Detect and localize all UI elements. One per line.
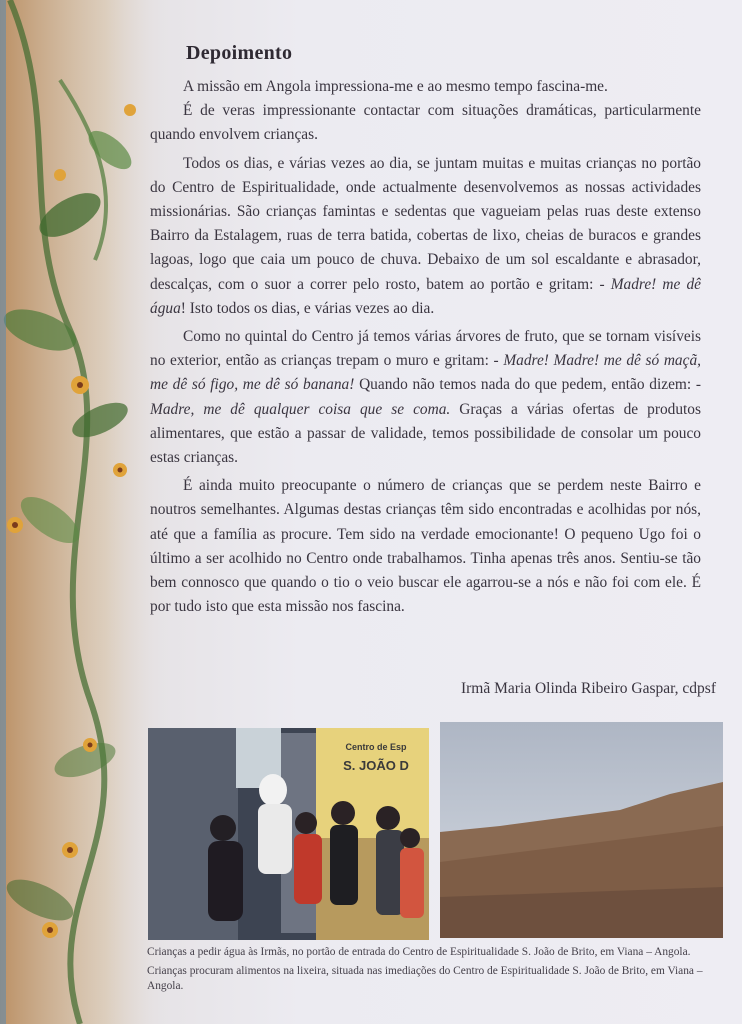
article-paragraph [150,99,701,147]
article-body [150,75,701,619]
paragraph-text: Todos os dias, e várias vezes ao dia, se juntam muitas e muitas crianças no portão do Centro de Espiritualidade, onde actualmente desenvolvemos as nossas actividades missionárias. São crianças famintas e sedentas que vagueiam pelas ruas deste extenso Bairro da Estalagem, ruas de terra batida, cobertas de lixo, cheias de buracos e grandes lagoas, logo que caia um pouco de chuva. Debaixo de um sol escaldante e abrasador, descalças, com o suor a correr pelo rosto, batem ao portão e gritam: - [150,154,701,293]
author-signature: Irmã Maria Olinda Ribeiro Gaspar, cdpsf [460,680,716,697]
gate-sign-line2: S. JOÃO D [343,758,409,773]
photo-children-at-dump [440,722,723,938]
article-paragraph [150,152,701,321]
page-edge-stripe [0,0,6,1024]
paragraph-text: ! Isto todos os dias, e várias vezes ao dia. [180,299,435,317]
article-paragraph [150,75,701,99]
quoted-speech: Madre, me dê qualquer coisa que se coma. [150,400,451,418]
paragraph-text: Como no quintal do Centro já temos várias árvores de fruto, que se tornam visíveis no exterior, então as crianças trepam o muro e gritam: - [150,328,701,370]
quoted-speech: Madre! Madre! me dê só maçã, me dê só figo, me dê só banana! [150,352,702,394]
caption-right-photo: Crianças procuram alimentos na lixeira, situada nas imediações do Centro de Espiritualidade S. João de Brito, em Viana – Angola. [147,964,703,992]
caption-left-photo: Crianças a pedir água às Irmãs, no portão de entrada do Centro de Espiritualidade S. João de Brito, em Viana – Angola. [147,946,691,958]
paragraph-text: Quando não temos nada do que pedem, então dizem: - [354,376,702,394]
paragraph-text: É ainda muito preocupante o número de crianças que se perdem neste Bairro e noutros semelhantes. Algumas destas crianças têm sido encontradas e acolhidas por nós, até que a família as procure. Tem sido na verdade emocionante! O pequeno Ugo foi o último a ser acolhido no Centro onde trabalhamos. Tinha apenas três anos. Sentiu-se tão bem connosco que quando o tio o veio buscar ele agarrou-se a nós e não foi com ele. É por tudo isto que esta missão nos fascina. [150,477,701,616]
photo-children-at-gate [148,728,429,940]
quoted-speech: Madre! me dê água [150,275,701,317]
article-paragraph [150,325,701,470]
article-paragraph [150,474,701,619]
paragraph-text: A missão em Angola impressiona-me e ao mesmo tempo fascina-me. [183,78,608,95]
paragraph-text: Graças a várias ofertas de produtos alimentares, que estão a passar de validade, temos possibilidade de consolar um pouco estas crianças. [150,400,701,467]
gate-sign-line1: Centro de Esp [345,742,407,752]
photo-captions [147,945,732,997]
paragraph-text: É de veras impressionante contactar com situações dramáticas, particularmente quando envolvem crianças. [150,102,701,144]
article-title: Depoimento [186,42,293,64]
